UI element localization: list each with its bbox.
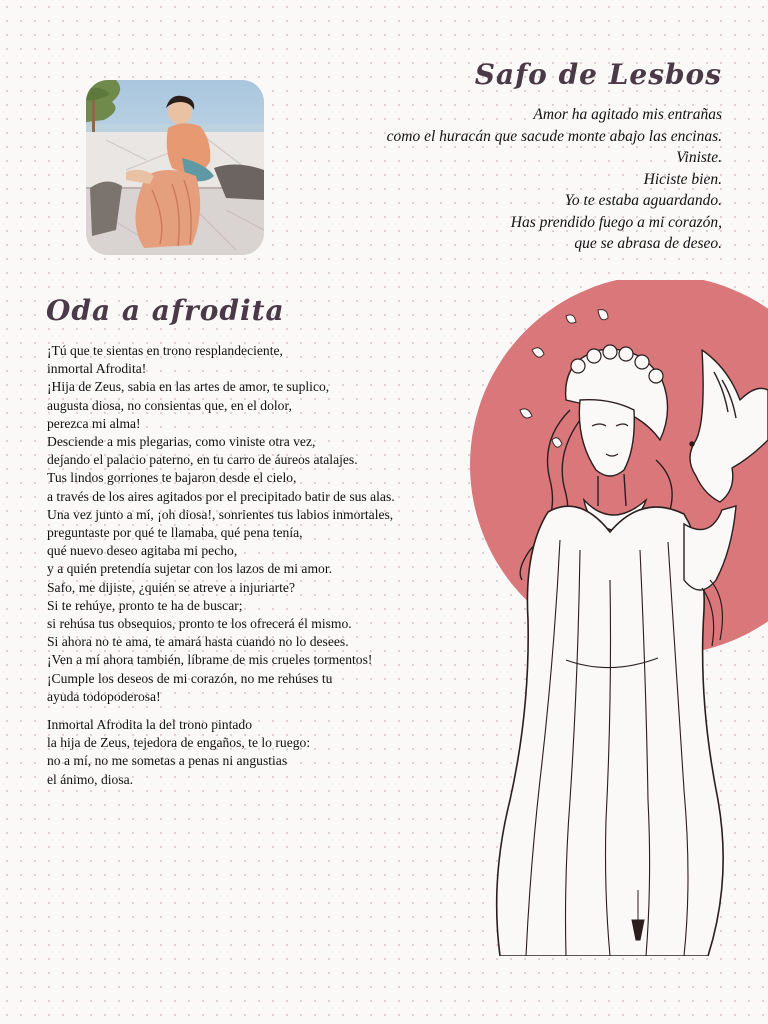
aphrodite-illustration: [470, 280, 768, 956]
verse-line: Inmortal Afrodita la del trono pintado: [47, 717, 252, 733]
ode-text: [47, 342, 467, 789]
verse-line: si rehúsa tus obsequios, pronto te los ofrecerá él mismo.: [47, 616, 352, 632]
verse-line: Has prendido fuego a mi corazón,: [510, 213, 722, 231]
ode-title: Oda a afrodita: [46, 294, 285, 327]
verse-line: inmortal Afrodita!: [47, 361, 147, 377]
verse-line: Una vez junto a mí, ¡oh diosa!, sonrientes tus labios inmortales,: [47, 506, 394, 522]
verse-line: Tus lindos gorriones te bajaron desde el cielo,: [47, 470, 297, 486]
verse-line: a través de los aires agitados por el precipitado batir de sus alas.: [47, 488, 395, 504]
verse-line: ¡Ven a mí ahora también, líbrame de mis crueles tormentos!: [47, 652, 373, 668]
verse-line: Desciende a mis plegarias, como viniste otra vez,: [47, 434, 316, 450]
verse-line: Safo, me dijiste, ¿quién se atreve a injuriarte?: [47, 579, 295, 595]
verse-line: como el huracán que sacude monte abajo las encinas.: [386, 127, 722, 145]
verse-line: ¡Cumple los deseos de mi corazón, no me rehúses tu: [47, 670, 333, 686]
verse-line: Amor ha agitado mis entrañas: [533, 106, 722, 123]
verse-line: Si ahora no te ama, te amará hasta cuando no lo desees.: [47, 634, 349, 650]
sappho-painting: [86, 80, 264, 255]
verse-line: ¡Tú que te sientas en trono resplandeciente,: [47, 343, 283, 358]
verse-line: Hiciste bien.: [643, 170, 722, 188]
verse-line: el ánimo, diosa.: [47, 771, 134, 787]
verse-line: ¡Hija de Zeus, sabia en las artes de amor, te suplico,: [47, 379, 330, 395]
verse-line: ayuda todopoderosa!: [47, 688, 161, 704]
intro-verse: [292, 104, 722, 255]
verse-line: perezca mi alma!: [47, 415, 141, 431]
verse-line: no a mí, no me sometas a penas ni angustias: [47, 753, 288, 769]
verse-line: que se abrasa de deseo.: [574, 235, 722, 252]
ode-stanza: [47, 342, 467, 706]
ode-stanza: [47, 716, 467, 789]
verse-line: Viniste.: [676, 149, 722, 166]
page-title: Safo de Lesbos: [474, 58, 722, 91]
verse-line: augusta diosa, no consientas que, en el dolor,: [47, 397, 292, 413]
verse-line: preguntaste por qué te llamaba, qué pena tenía,: [47, 525, 303, 541]
verse-line: Si te rehúye, pronto te ha de buscar;: [47, 597, 243, 613]
verse-line: qué nuevo deseo agitaba mi pecho,: [47, 543, 238, 559]
verse-line: Yo te estaba aguardando.: [564, 192, 722, 209]
verse-line: la hija de Zeus, tejedora de engaños, te lo ruego:: [47, 735, 311, 751]
verse-line: dejando el palacio paterno, en tu carro de áureos atalajes.: [47, 452, 358, 468]
verse-line: y a quién pretendía sujetar con los lazos de mi amor.: [47, 561, 333, 577]
